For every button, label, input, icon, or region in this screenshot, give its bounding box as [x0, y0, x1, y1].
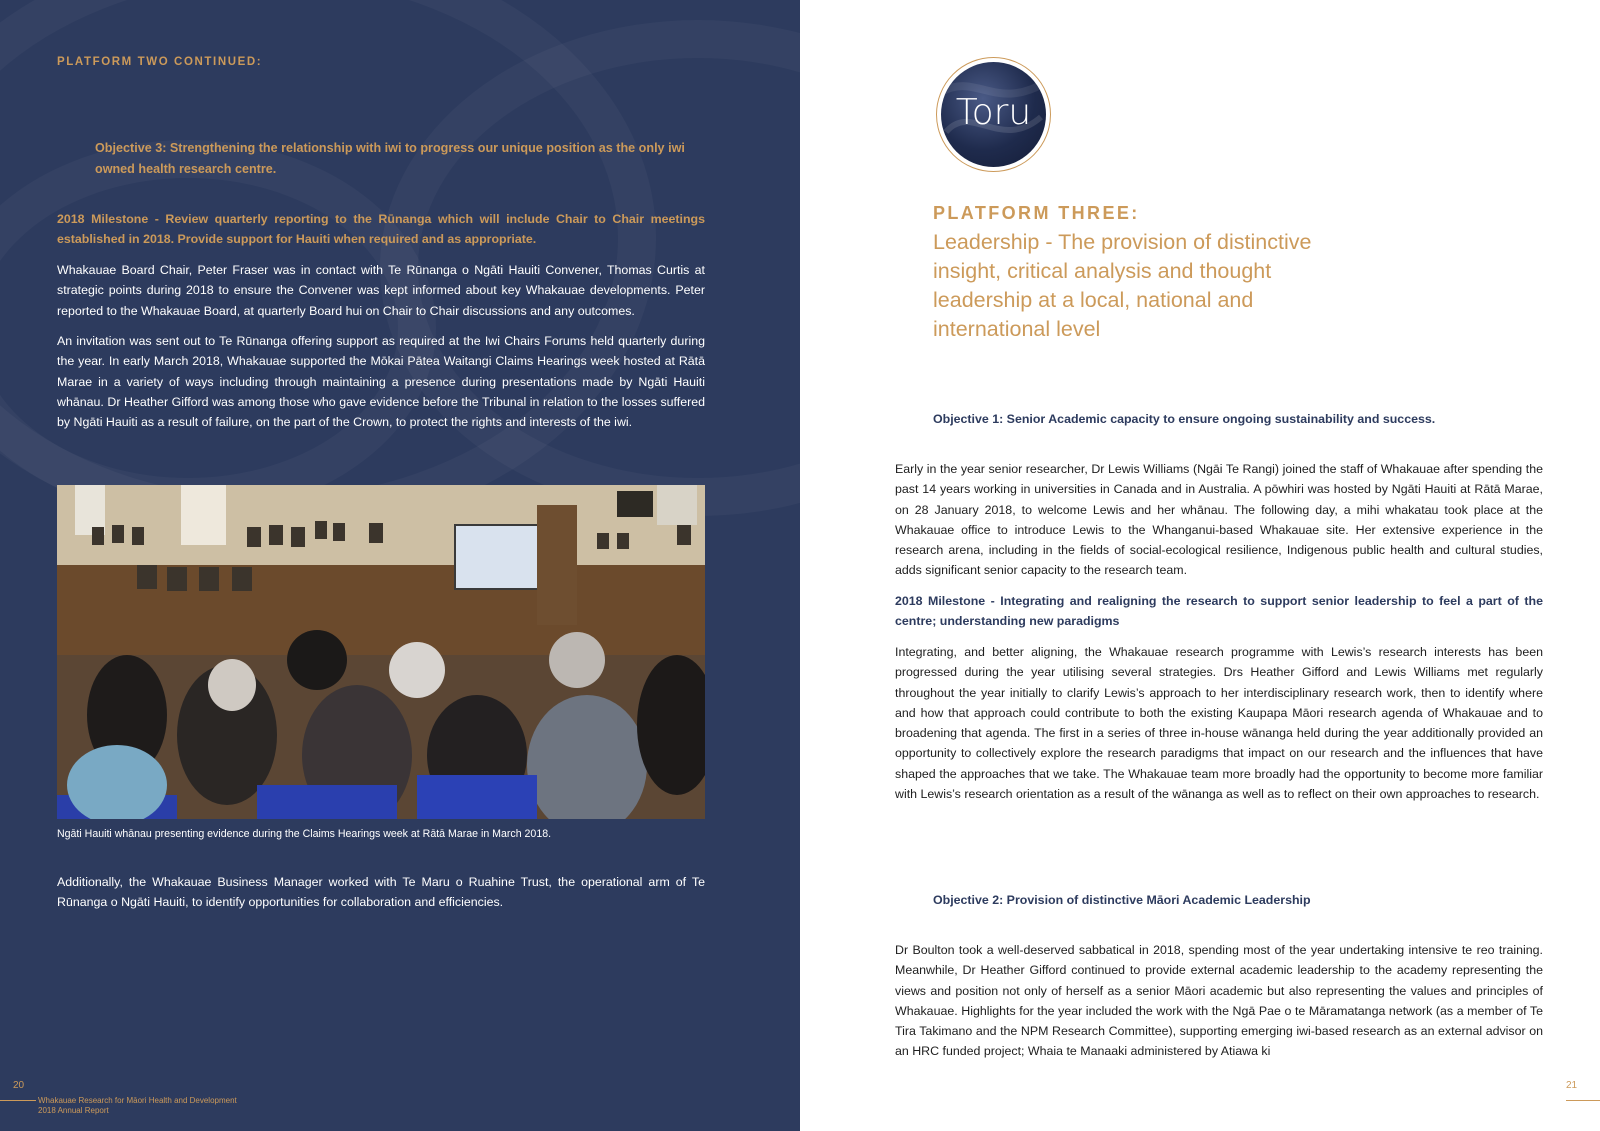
footer-rule — [0, 1100, 36, 1101]
platform-subtitle: Leadership - The provision of distinctive insight, critical analysis and thought leadership at a local, national and international level — [933, 230, 1312, 341]
body-paragraph: Early in the year senior researcher, Dr Lewis Williams (Ngāi Te Rangi) joined the staff of Whakauae after spending the past 14 years working in universities in Canada and in Australia. A pōwhiri was hosted by Ngāti Hauiti at Rātā Marae, on 28 January 2018, to welcome Lewis and her whānau. The following day, a mihi whakatau took place at the Whakauae office to introduce Lewis to the Whanganui-based Whakauae site. Her extensive experience in the research arena, including in the fields of social-ecological resilience, Indigenous public health and cultural studies, adds significant senior capacity to the research team. — [895, 462, 1543, 578]
toru-badge-label: Toru — [955, 92, 1032, 133]
page-number: 20 — [13, 1080, 25, 1091]
hearings-photo — [57, 485, 705, 819]
footer-line: Whakauae Research for Māori Health and Development — [38, 1096, 237, 1105]
milestone-text: 2018 Milestone - Integrating and realigning the research to support senior leadership to feel a part of the centre; understanding new paradigms — [895, 594, 1543, 629]
objective-heading: Objective 1: Senior Academic capacity to ensure ongoing sustainability and success. — [933, 412, 1436, 426]
body-paragraph: Integrating, and better aligning, the Whakauae research programme with Lewis’s research interests has been progressed during the year utilising several strategies. Drs Heather Gifford and Lewis Williams met regularly throughout the year initially to clarify Lewis’s approach to her interdisciplinary research work, then to identify where and how that approach could contribute to both the existing Kaupapa Māori research agenda of Whakauae and to broadening that agenda. The first in a series of three in-house wānanga held during the year additionally provided an opportunity to collectively explore the research paradigms that impact on our research and the influences that have shaped the approaches that we take. The Whakauae team more broadly had the opportunity to become more familiar with Lewis’s research orientation as a result of the wānanga as well as to reflect on their own approaches to research. — [895, 645, 1543, 802]
objective-heading: Objective 2: Provision of distinctive Māori Academic Leadership — [933, 893, 1311, 907]
body-paragraph: Dr Boulton took a well-deserved sabbatical in 2018, spending most of the year undertaking intensive te reo training. Meanwhile, Dr Heather Gifford continued to provide external academic leadership to the academy representing the views and position not only of herself as a senior Māori academic but also representing the values and principles of Whakauae. Highlights for the year included the work with the Ngā Pae o te Māramatanga network (as a member of Te Tira Takimano and the NPM Research Committee), supporting emerging iwi-based research as an external advisor on an HRC funded project; Whaia te Manaaki administered by Atiawa ki — [895, 943, 1543, 1059]
body-paragraph: Whakauae Board Chair, Peter Fraser was in contact with Te Rūnanga o Ngāti Hauiti Convener, Thomas Curtis at strategic points during 2018 to ensure the Convener was kept informed about key Whakauae developments. Peter reported to the Whakauae Board, at quarterly Board hui on Chair to Chair discussions and any outcomes. — [57, 263, 705, 318]
objective-heading: Objective 3: Strengthening the relationship with iwi to progress our unique position as the only iwi owned health research centre. — [95, 141, 685, 176]
page-number: 21 — [1566, 1080, 1578, 1091]
section-overline: PLATFORM TWO CONTINUED: — [57, 56, 263, 68]
footer-text — [38, 1096, 237, 1116]
body-paragraph: An invitation was sent out to Te Rūnanga offering support as required at the Iwi Chairs Forums held quarterly during the year. In early March 2018, Whakauae supported the Mōkai Pātea Waitangi Claims Hearings week hosted at Rātā Marae in a variety of ways including through maintaining a presence during presentations made by Ngāti Hauiti whānau. Dr Heather Gifford was among those who gave evidence before the Tribunal in relation to the losses suffered by Ngāti Hauiti as a result of failure, on the part of the Crown, to protect the rights and interests of the iwi. — [57, 334, 705, 430]
footer-rule — [1566, 1100, 1600, 1101]
platform-heading: PLATFORM THREE: — [933, 203, 1140, 223]
footer-line: 2018 Annual Report — [38, 1106, 109, 1115]
photo-caption: Ngāti Hauiti whānau presenting evidence during the Claims Hearings week at Rātā Marae in March 2018. — [57, 828, 552, 840]
body-paragraph: Additionally, the Whakauae Business Manager worked with Te Maru o Ruahine Trust, the operational arm of Te Rūnanga o Ngāti Hauiti, to identify opportunities for collaboration and efficiencies. — [57, 875, 705, 910]
milestone-text: 2018 Milestone - Review quarterly reporting to the Rūnanga which will include Chair to Chair meetings established in 2018. Provide support for Hauiti when required and as appropriate. — [57, 212, 705, 247]
